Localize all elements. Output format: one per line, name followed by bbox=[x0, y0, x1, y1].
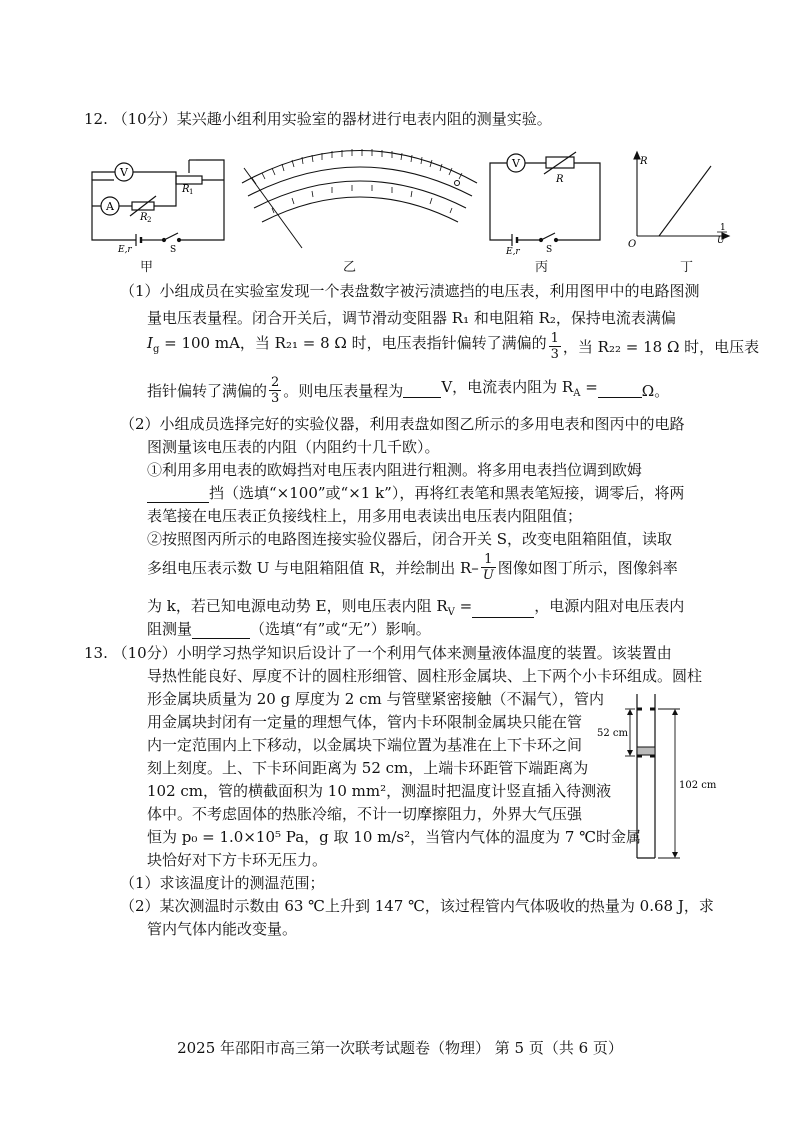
q12-p2-line2: 图测量该电压表的内阻（内阻约十几千欧）。 bbox=[147, 438, 440, 456]
fig-jia-A-label: A bbox=[106, 200, 114, 213]
q13-line5: 内一定范围内上下移动，以金属块下端位置为基准在上下卡环之间 bbox=[147, 736, 583, 754]
page-footer: 2025 年邵阳市高三第一次联考试题卷（物理） 第 5 页（共 6 页） bbox=[177, 1039, 623, 1057]
svg-text:E,r: E,r bbox=[506, 247, 520, 255]
fig-jia-V-label: V bbox=[120, 166, 128, 179]
q12-p2-line7: 多组电压表示数 U 与电阻箱阻值 R，并绘制出 R– $\frac{1}{U}$ 图像如图丁所示，图像斜率 bbox=[147, 552, 678, 583]
figure-jia-circuit bbox=[84, 140, 234, 255]
figure-ding-graph bbox=[625, 148, 740, 253]
q13-sub2-line2: 管内气体内能改变量。 bbox=[147, 920, 298, 938]
svg-text:V: V bbox=[512, 157, 520, 170]
q12-p2-line4: 挡（选填“×100”或“×1 k”），再将红表笔和黑表笔短接，调零后，将两 bbox=[147, 482, 684, 503]
q13-line10: 块恰好对下方卡环无压力。 bbox=[147, 851, 328, 869]
q12-p1-line1: （1）小组成员在实验室发现一个表盘数字被污渍遮挡的电压表，利用图甲中的电路图测 bbox=[120, 282, 700, 300]
q12-p1-line3: $I_g = 100$ mA，当 R₂₁ = 8 Ω 时，电压表指针偏转了满偏的 $\frac{1}{3}$ ，当 R₂₂ = 18 Ω 时，电压表 bbox=[147, 331, 760, 362]
svg-text:O: O bbox=[628, 239, 637, 250]
svg-text:R: R bbox=[556, 174, 564, 185]
figure-thermometer-tube bbox=[595, 690, 735, 865]
svg-text:U: U bbox=[717, 236, 725, 246]
q12-p2-line6: ②按照图丙所示的电路图连接实验仪器后，闭合开关 S，改变电阻箱阻值，读取 bbox=[147, 530, 673, 548]
q12-p2-line9: 阻测量 （选填“有”或“无”）影响。 bbox=[147, 620, 431, 638]
fig-label-ding: 丁 bbox=[680, 260, 694, 275]
q13-line4: 用金属块封闭有一定量的理想气体，管内卡环限制金属块只能在管 bbox=[147, 713, 583, 731]
q13-sub2-line1: （2）某次测温时示数由 63 ℃上升到 147 ℃，该过程管内气体吸收的热量为 0.68 J，求 bbox=[120, 897, 714, 915]
svg-text:R: R bbox=[140, 212, 148, 223]
q12-p2-line1: （2）小组成员选择完好的实验仪器，利用表盘如图乙所示的多用电表和图丙中的电路 bbox=[120, 415, 685, 433]
svg-text:R: R bbox=[182, 184, 190, 195]
svg-text:S: S bbox=[170, 245, 177, 255]
svg-text:2: 2 bbox=[147, 216, 152, 224]
q12-p2-line3: ①利用多用电表的欧姆挡对电压表内阻进行粗测。将多用电表挡位调到欧姆 bbox=[147, 461, 643, 479]
q13-line7: 102 cm，管的横截面积为 10 mm²，测温时把温度计竖直插入待测液 bbox=[147, 782, 612, 800]
svg-text:1: 1 bbox=[720, 223, 726, 233]
svg-text:1: 1 bbox=[189, 188, 194, 196]
fig-label-yi: 乙 bbox=[343, 260, 357, 275]
fig-52cm-label: 52 cm bbox=[597, 728, 628, 739]
fig-label-jia: 甲 bbox=[140, 260, 154, 275]
svg-text:S: S bbox=[546, 245, 553, 255]
q12-p2-line5: 表笔接在电压表正负接线柱上，用多用电表读出电压表内阻阻值； bbox=[147, 507, 583, 525]
fig-102cm-label: 102 cm bbox=[679, 780, 717, 791]
figure-yi-multimeter-dial bbox=[232, 128, 487, 253]
q12-p1-line4: 指针偏转了满偏的 $\frac{2}{3}$ 。则电压表量程为 V，电流表内阻为 $R_A = \Omega$。 bbox=[147, 375, 670, 406]
q12-p2-line8: 为 k，若已知电源电动势 E，则电压表内阻 $R_V$ = ，电源内阻对电压表内 bbox=[147, 597, 685, 618]
q13-line6: 刻上刻度。上、下卡环间距离为 52 cm，上端卡环距管下端距离为 bbox=[147, 759, 589, 777]
figure-bing-circuit bbox=[484, 140, 606, 255]
q12-title: 12. （10分）某兴趣小组利用实验室的器材进行电表内阻的测量实验。 bbox=[84, 110, 552, 128]
q13-line2: 导热性能良好、厚度不计的圆柱形细管、圆柱形金属块、上下两个小卡环组成。圆柱 bbox=[147, 667, 703, 685]
svg-text:R: R bbox=[640, 156, 648, 167]
q13-line9: 恒为 p₀ = 1.0×10⁵ Pa，g 取 10 m/s²，当管内气体的温度为 7 ℃时金属 bbox=[147, 828, 641, 846]
svg-text:E,r: E,r bbox=[118, 245, 132, 255]
q13-line1: 13. （10分）小明学习热学知识后设计了一个利用气体来测量液体温度的装置。该装置由 bbox=[84, 644, 672, 662]
fig-label-bing: 丙 bbox=[535, 260, 549, 275]
q13-line3: 形金属块质量为 20 g 厚度为 2 cm 与管壁紧密接触（不漏气），管内 bbox=[147, 690, 604, 708]
q13-sub1: （1）求该温度计的测温范围； bbox=[120, 874, 325, 892]
q13-line8: 体中。不考虑固体的热胀冷缩，不计一切摩擦阻力，外界大气压强 bbox=[147, 805, 583, 823]
q12-p1-line2: 量电压表量程。闭合开关后，调节滑动变阻器 R₁ 和电阻箱 R₂，保持电流表满偏 bbox=[147, 309, 676, 327]
